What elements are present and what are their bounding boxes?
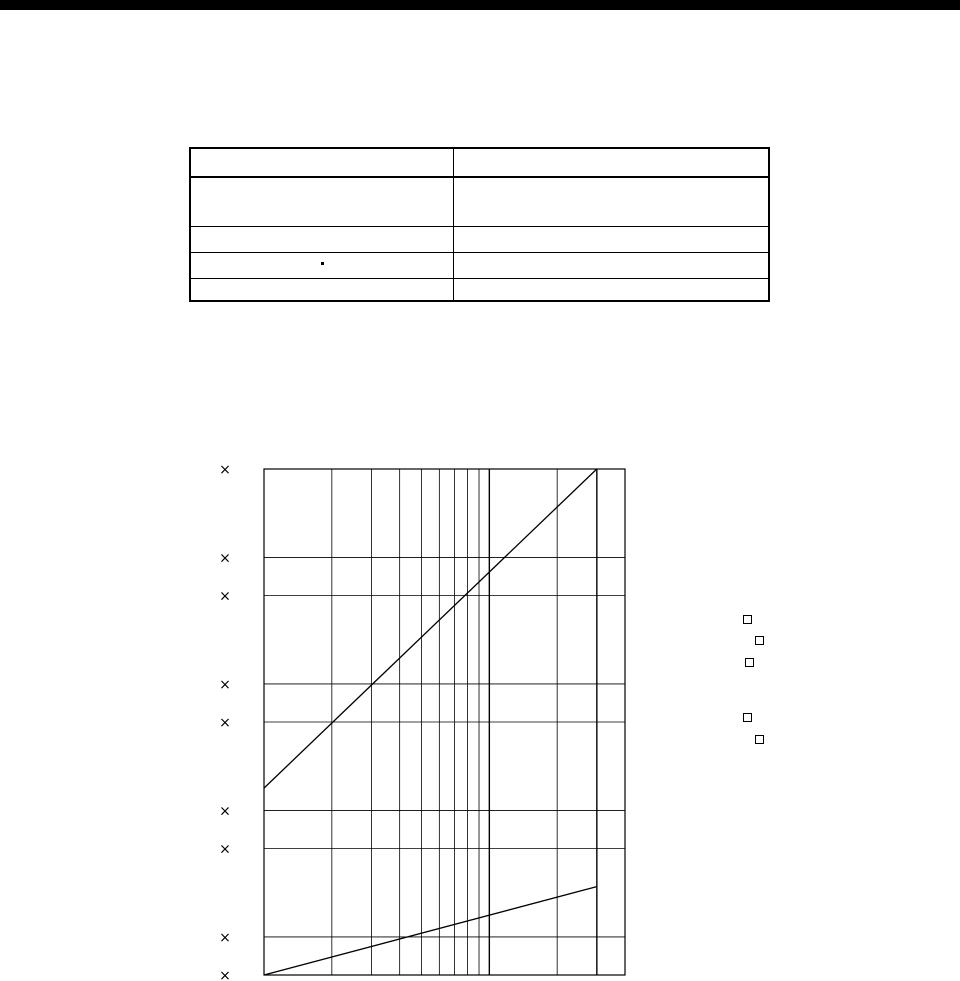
y-tick-label: × [219, 462, 231, 478]
y-tick-label: × [219, 588, 231, 605]
y-tick-label: × [219, 550, 231, 567]
series-line-1 [264, 469, 597, 788]
y-tick-label: × [219, 676, 231, 693]
y-tick-label: × [219, 929, 231, 946]
legend-marker [755, 735, 764, 744]
y-tick-labels [219, 462, 231, 981]
chart-legend [700, 605, 820, 755]
y-tick-label: × [219, 841, 231, 858]
y-tick-label: × [219, 715, 231, 731]
legend-marker [755, 636, 764, 645]
y-tick-label: × [219, 968, 231, 981]
legend-marker [745, 658, 754, 667]
legend-marker [743, 615, 752, 624]
chart-grid [264, 469, 625, 975]
series-line-2 [264, 887, 597, 975]
legend-marker [743, 713, 752, 722]
y-tick-label: × [219, 803, 231, 820]
